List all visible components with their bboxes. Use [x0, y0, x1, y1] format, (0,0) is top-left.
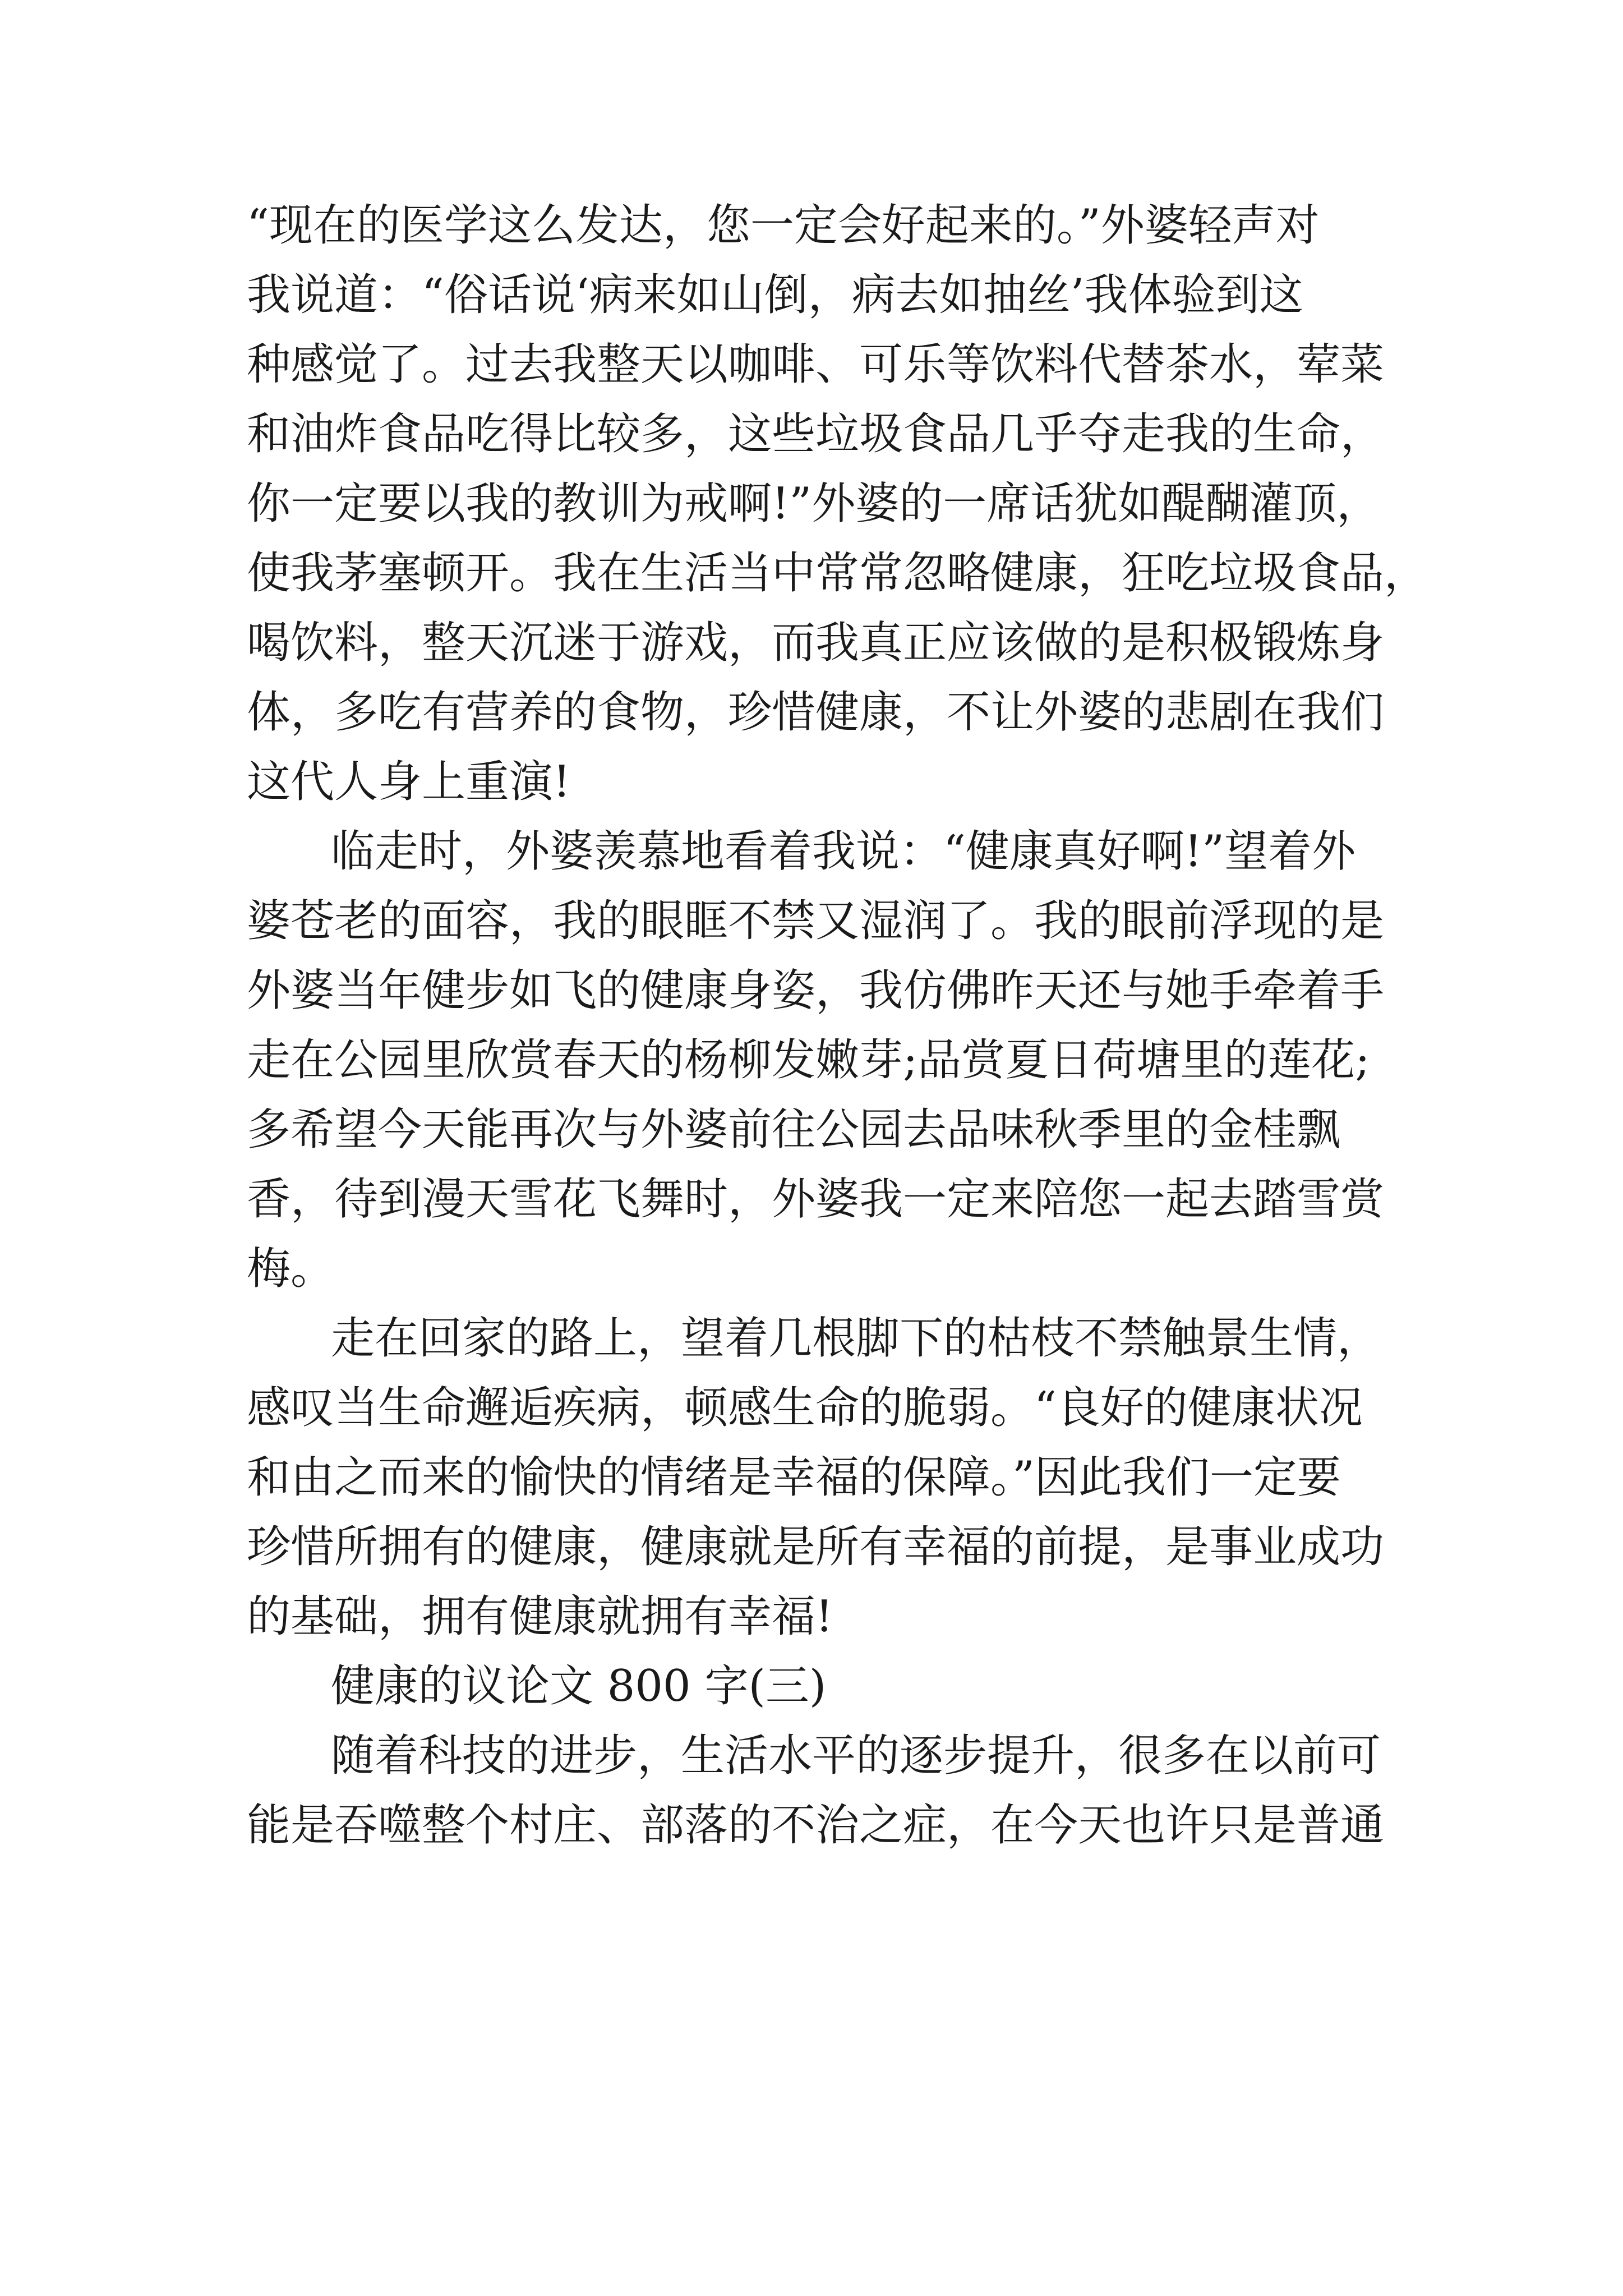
paragraph-start-line: 随着科技的进步，生活水平的逐步提升，很多在以前可	[331, 1731, 1381, 1781]
text-line: 使我茅塞顿开。我在生活当中常常忽略健康，狂吃垃圾食品，	[247, 548, 1428, 599]
text-line: 婆苍老的面容，我的眼眶不禁又湿润了。我的眼前浮现的是	[247, 896, 1385, 946]
text-line: 和油炸食品吃得比较多，这些垃圾食品几乎夺走我的生命，	[247, 409, 1385, 459]
section-heading: 健康的议论文 800 字(三)	[331, 1661, 827, 1711]
text-line: 喝饮料，整天沉迷于游戏，而我真正应该做的是积极锻炼身	[247, 618, 1385, 668]
paragraph-start-line: 临走时，外婆羡慕地看着我说：“健康真好啊!”望着外	[331, 826, 1356, 877]
text-line: 香，待到漫天雪花飞舞时，外婆我一定来陪您一起去踏雪赏	[247, 1174, 1385, 1225]
text-line: 走在公园里欣赏春天的杨柳发嫩芽;品赏夏日荷塘里的莲花;	[247, 1035, 1370, 1085]
text-line: 你一定要以我的教训为戒啊!”外婆的一席话犹如醍醐灌顶，	[247, 478, 1381, 529]
text-line: 这代人身上重演!	[247, 757, 571, 807]
paragraph-start-line: 走在回家的路上，望着几根脚下的枯枝不禁触景生情，	[331, 1313, 1381, 1364]
text-line: 多希望今天能再次与外婆前往公园去品味秋季里的金桂飘	[247, 1105, 1341, 1155]
text-line: “现在的医学这么发达，您一定会好起来的。”外婆轻声对	[247, 200, 1320, 251]
text-line: 感叹当生命邂逅疾病，顿感生命的脆弱。“良好的健康状况	[247, 1383, 1363, 1433]
text-line: 珍惜所拥有的健康，健康就是所有幸福的前提，是事业成功	[247, 1522, 1385, 1572]
text-line: 外婆当年健步如飞的健康身姿，我仿佛昨天还与她手牵着手	[247, 965, 1385, 1016]
text-line: 我说道：“俗话说‘病来如山倒，病去如抽丝’我体验到这	[247, 270, 1303, 320]
text-line: 梅。	[247, 1244, 335, 1294]
text-line: 和由之而来的愉快的情绪是幸福的保障。”因此我们一定要	[247, 1452, 1341, 1503]
text-line: 的基础，拥有健康就拥有幸福!	[247, 1591, 833, 1642]
document-body	[247, 191, 1428, 1860]
text-line: 体，多吃有营养的食物，珍惜健康，不让外婆的悲剧在我们	[247, 687, 1385, 738]
text-line: 能是吞噬整个村庄、部落的不治之症，在今天也许只是普通	[247, 1800, 1385, 1851]
text-line: 种感觉了。过去我整天以咖啡、可乐等饮料代替茶水，荤菜	[247, 339, 1385, 390]
